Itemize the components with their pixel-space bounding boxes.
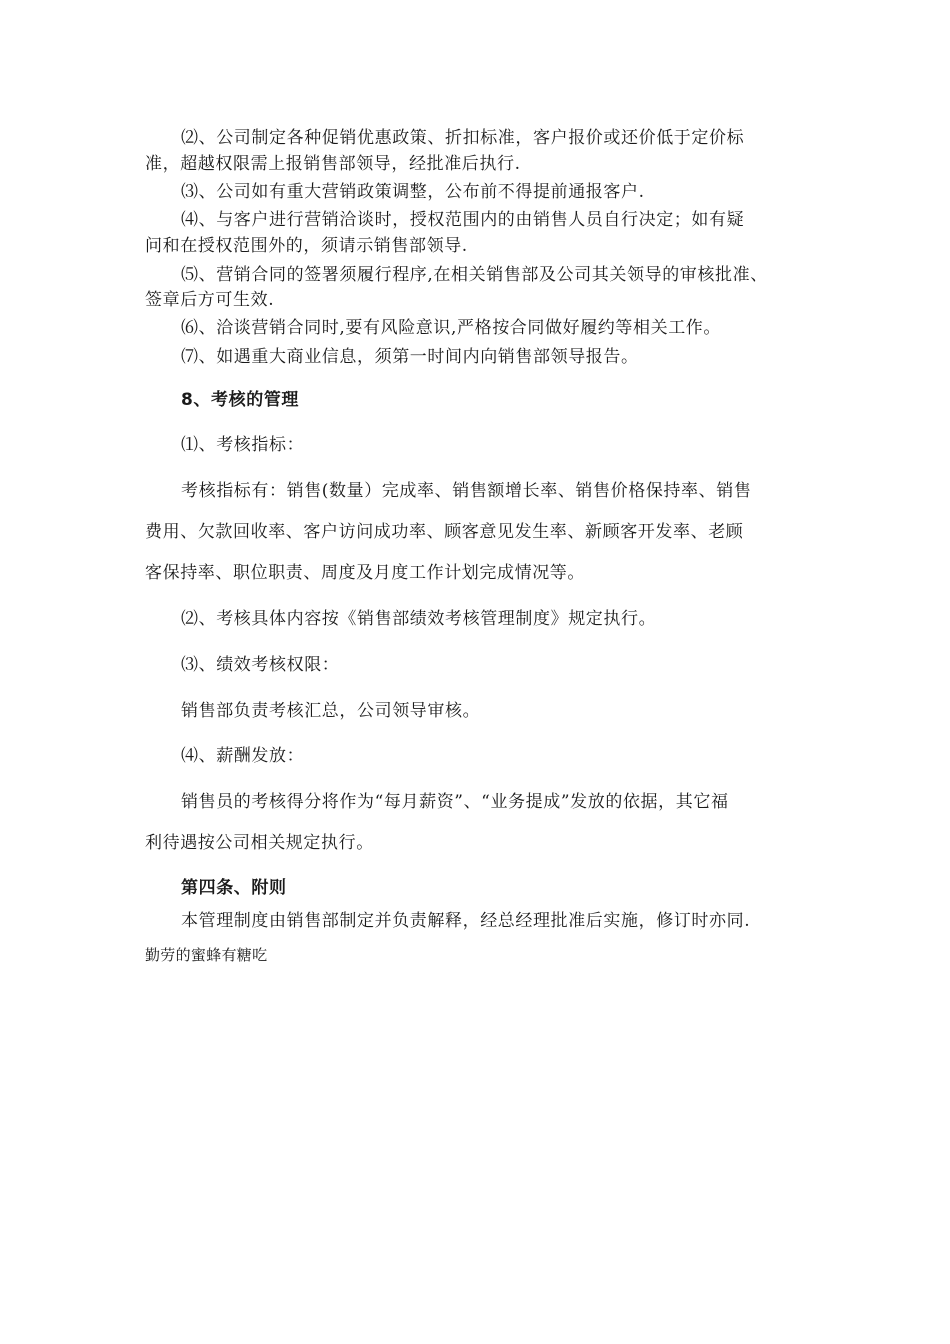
paragraph-item-2-line-1: ⑵、公司制定各种促销优惠政策、折扣标准，客户报价或还价低于定价标 — [181, 128, 745, 148]
article-4-body: 本管理制度由销售部制定并负责解释，经总经理批准后实施，修订时亦同. — [181, 911, 751, 931]
paragraph-item-5-line-1: ⑸、营销合同的签署须履行程序,在相关销售部及公司其关领导的审核批准、 — [181, 265, 768, 285]
section-8-item-4-title: ⑷、薪酬发放： — [181, 746, 305, 766]
paragraph-item-5-line-2: 签章后方可生效. — [145, 290, 275, 310]
section-8-item-3-body: 销售部负责考核汇总，公司领导审核。 — [181, 701, 481, 721]
section-8-item-4-body-line-2: 利待遇按公司相关规定执行。 — [145, 833, 374, 853]
paragraph-item-6: ⑹、洽谈营销合同时,要有风险意识,严格按合同做好履约等相关工作。 — [181, 318, 722, 338]
section-8-item-4-body-line-1: 销售员的考核得分将作为“每月薪资”、“业务提成”发放的依据，其它福 — [181, 792, 729, 812]
section-8-item-1-body-line-2: 费用、欠款回收率、客户访问成功率、顾客意见发生率、新顾客开发率、老顾 — [145, 522, 744, 542]
section-8-item-1-body-line-3: 客保持率、职位职责、周度及月度工作计划完成情况等。 — [145, 563, 585, 583]
section-8-heading: 8、考核的管理 — [181, 390, 300, 410]
article-4-heading: 第四条、附则 — [181, 878, 287, 898]
section-8-item-1-title: ⑴、考核指标： — [181, 435, 305, 455]
paragraph-item-2-line-2: 准，超越权限需上报销售部领导，经批准后执行. — [145, 154, 521, 174]
paragraph-item-4-line-2: 问和在授权范围外的，须请示销售部领导. — [145, 236, 468, 256]
paragraph-item-4-line-1: ⑷、与客户进行营销洽谈时，授权范围内的由销售人员自行决定；如有疑 — [181, 210, 745, 230]
paragraph-item-3: ⑶、公司如有重大营销政策调整，公布前不得提前通报客户. — [181, 182, 645, 202]
section-8-item-1-body-line-1: 考核指标有：销售(数量）完成率、销售额增长率、销售价格保持率、销售 — [181, 481, 752, 501]
footer-note: 勤劳的蜜蜂有糖吃 — [145, 946, 268, 964]
section-8-item-2: ⑵、考核具体内容按《销售部绩效考核管理制度》规定执行。 — [181, 609, 657, 629]
section-8-item-3-title: ⑶、绩效考核权限： — [181, 655, 340, 675]
paragraph-item-7: ⑺、如遇重大商业信息，须第一时间内向销售部领导报告。 — [181, 347, 639, 367]
